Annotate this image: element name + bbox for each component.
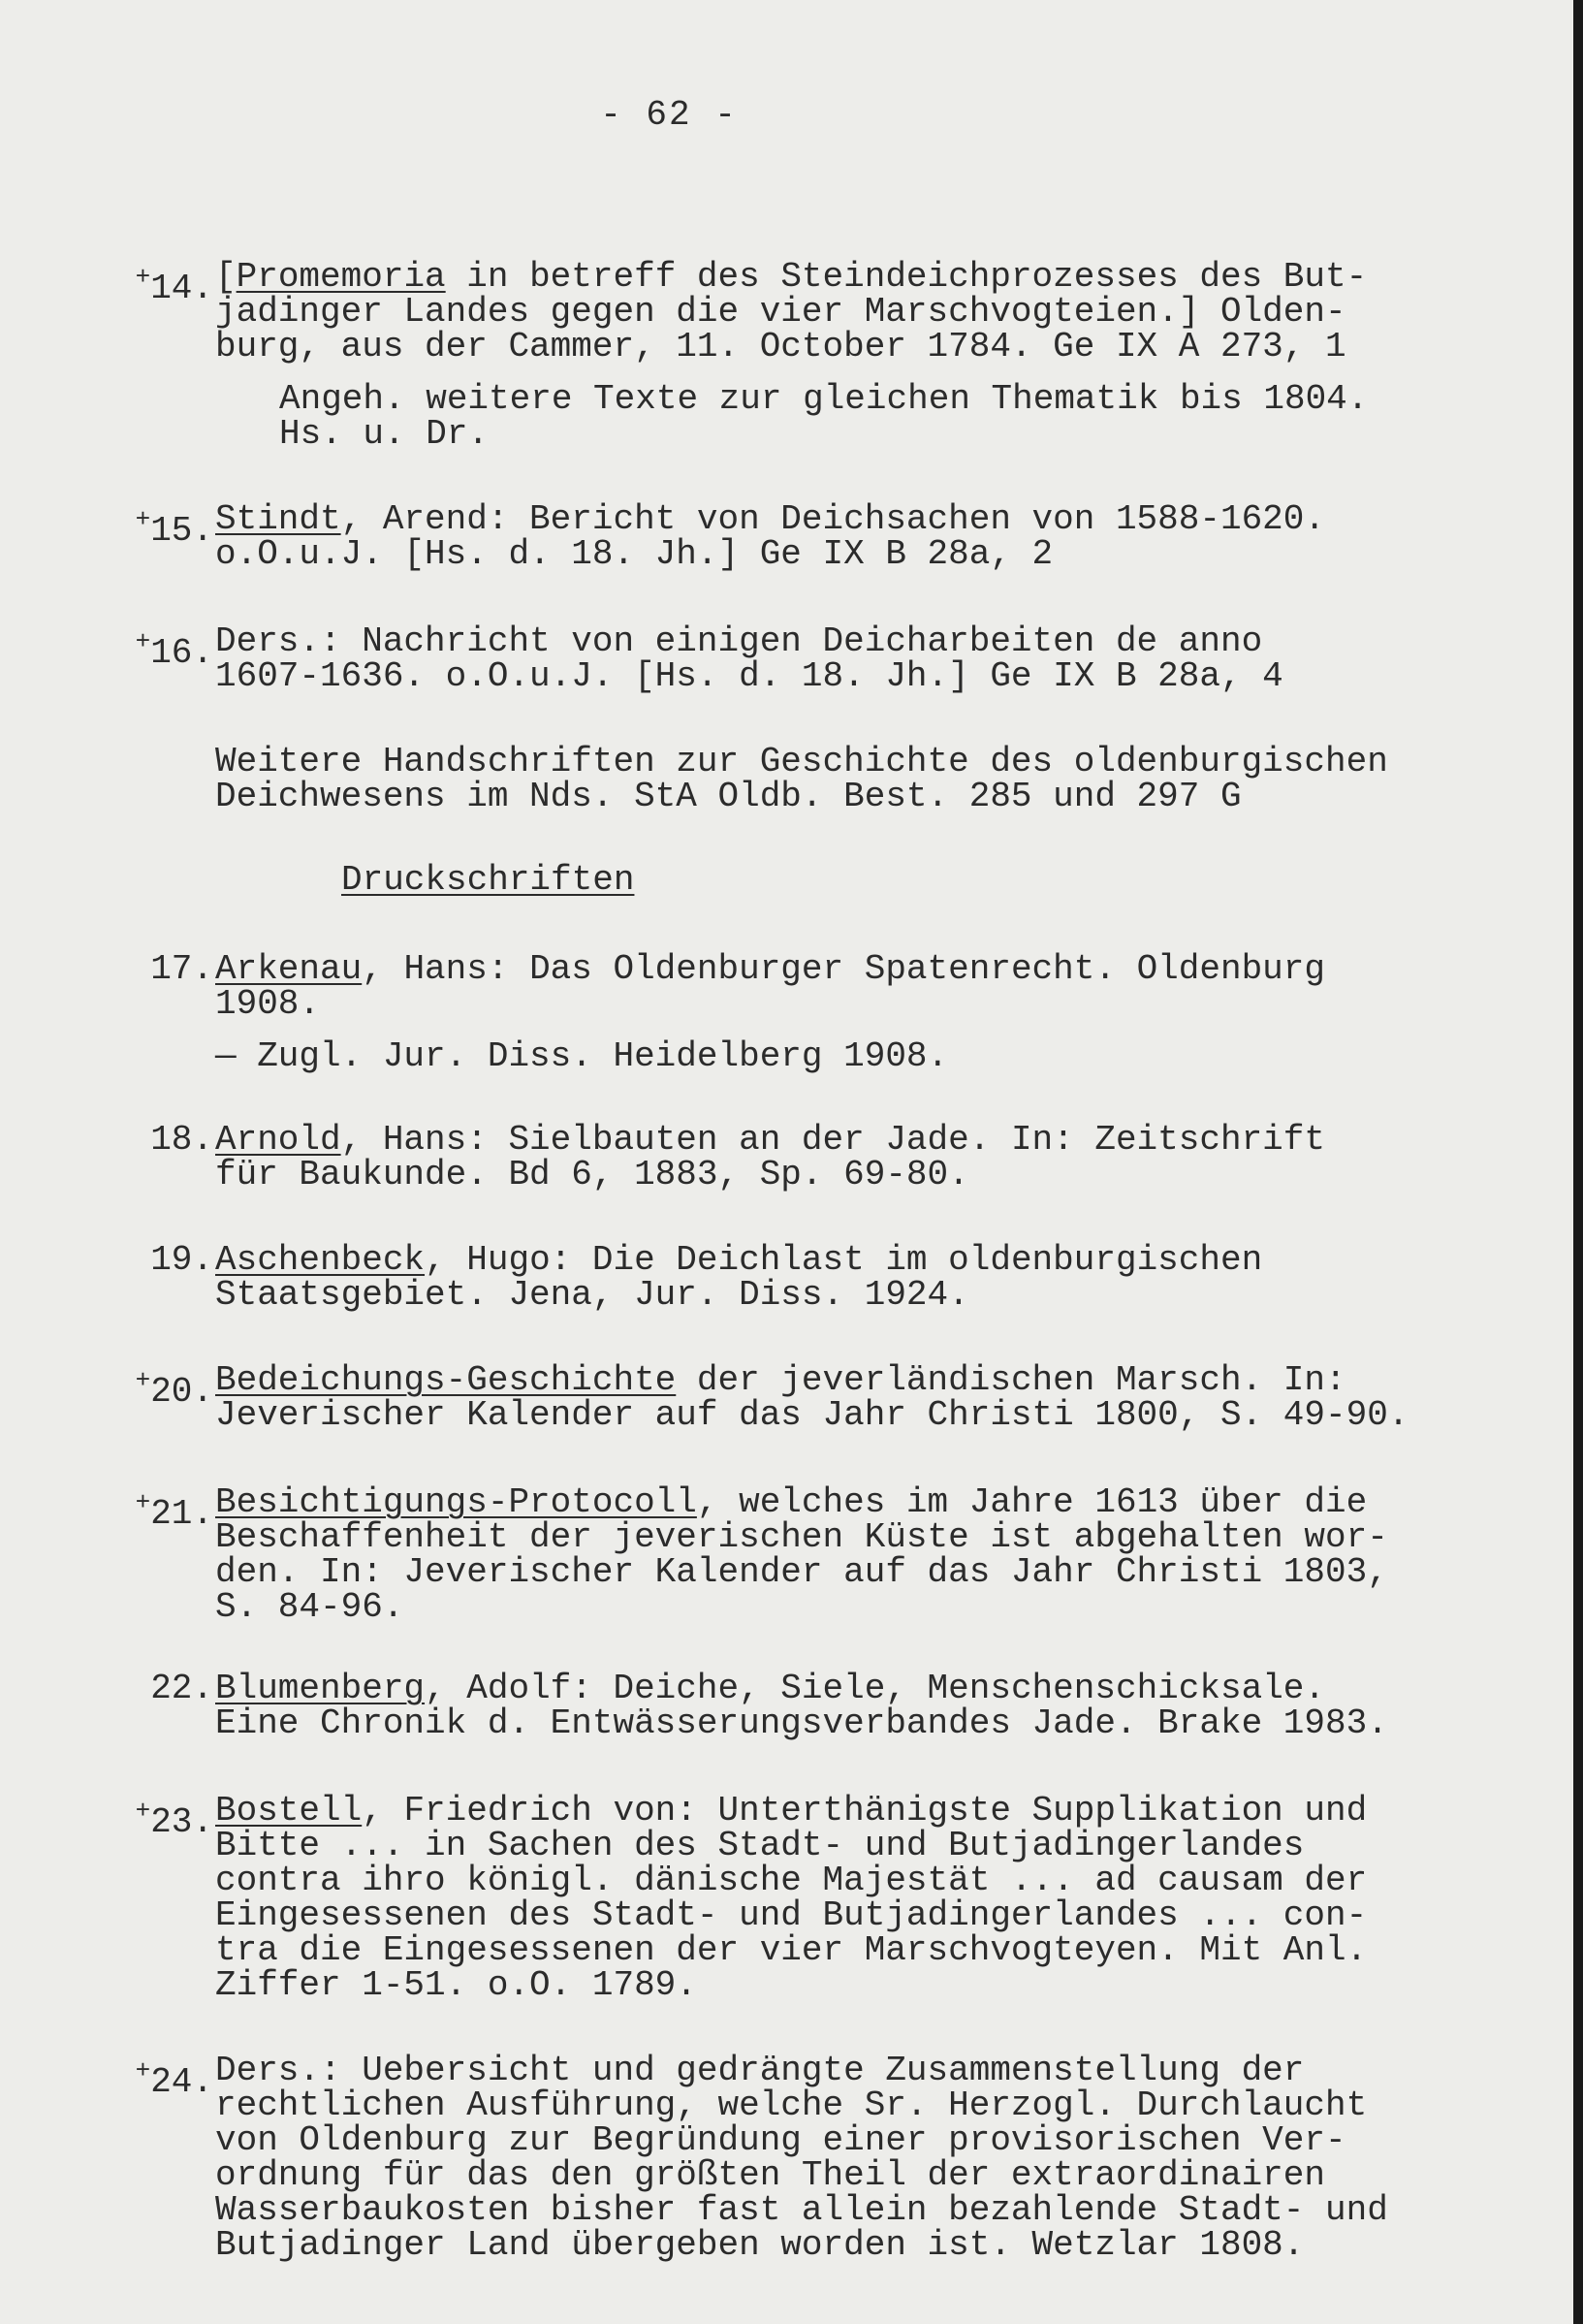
entry-text: [215, 1360, 1504, 1435]
entry-line: Jeverischer Kalender auf das Jahr Christi 1800, S. 49-90.: [215, 1395, 1409, 1435]
entry-line: Staatsgebiet. Jena, Jur. Diss. 1924.: [215, 1275, 969, 1315]
entry-line: den. In: Jeverischer Kalender auf das Jahr Christi 1803,: [215, 1552, 1388, 1592]
entry-number: 22.: [150, 1669, 213, 1708]
entry-text: [215, 499, 1504, 574]
entry-line-rest: der jeverländischen Marsch. In:: [676, 1360, 1346, 1400]
plus-mark: +: [135, 2056, 151, 2085]
entry-text: [215, 621, 1504, 696]
entry-line: Ders.: Uebersicht und gedrängte Zusammenstellung der: [215, 2051, 1305, 2090]
entry-line: 1607-1636. o.O.u.J. [Hs. d. 18. Jh.] Ge IX B 28a, 4: [215, 656, 1283, 696]
entry-text: [215, 1120, 1504, 1194]
entry-number: [107, 1363, 213, 1410]
entry-line: Bitte ... in Sachen des Stadt- und Butjadingerlandes: [215, 1826, 1305, 1865]
entry-number: [107, 502, 213, 549]
entry-text: [215, 257, 1504, 366]
entry-number: [107, 1794, 213, 1840]
entry-number-text: 24.: [150, 2062, 213, 2102]
entry-number: 17.: [150, 949, 213, 989]
entry-number: [107, 2053, 213, 2100]
entry-number: 19.: [150, 1240, 213, 1280]
entry-text: [215, 1671, 1504, 1741]
entry-line: tra die Eingesessenen der vier Marschvogteyen. Mit Anl.: [215, 1930, 1368, 1970]
entry-author: Blumenberg: [215, 1669, 426, 1708]
plus-mark: +: [135, 1366, 151, 1395]
entry-text: [215, 1791, 1504, 2005]
entry-text: [215, 1240, 1504, 1315]
entry-line: Beschaffenheit der jeverischen Küste ist abgehalten wor-: [215, 1517, 1388, 1557]
entry-14-note: [279, 379, 1491, 454]
note-line: Deichwesens im Nds. StA Oldb. Best. 285 und 297 G: [215, 777, 1242, 816]
entry-text: [215, 2053, 1504, 2263]
entry-line: Eingesessenen des Stadt- und Butjadingerlandes ... con-: [215, 1895, 1368, 1935]
entry-line-rest: , Hugo: Die Deichlast im oldenburgischen: [425, 1240, 1263, 1280]
entry-number: [107, 624, 213, 671]
entry-title: Besichtigungs-Protocoll: [215, 1482, 697, 1522]
entry-line-rest: , Friedrich von: Unterthänigste Supplikation und: [362, 1791, 1368, 1831]
entry-number-text: 21.: [150, 1494, 213, 1534]
entry-line: [215, 257, 1504, 297]
entry-line: Wasserbaukosten bisher fast allein bezahlende Stadt- und: [215, 2190, 1388, 2230]
entry-number: 18.: [150, 1120, 213, 1160]
entry-text: [215, 1482, 1504, 1627]
entry-17-note: [215, 1036, 1427, 1076]
entry-number-text: 23.: [150, 1802, 213, 1842]
page-number: - 62 -: [600, 95, 738, 135]
note-line: Weitere Handschriften zur Geschichte des oldenburgischen: [215, 742, 1388, 781]
entry-line: [215, 1360, 1504, 1400]
entry-line: o.O.u.J. [Hs. d. 18. Jh.] Ge IX B 28a, 2: [215, 534, 1054, 574]
entry-title: Promemoria: [236, 257, 446, 297]
entry-line: [215, 949, 1504, 989]
entry-line-rest: , welches im Jahre 1613 über die: [696, 1482, 1368, 1522]
entry-text: [215, 949, 1504, 1024]
entry-line: [215, 499, 1504, 539]
entry-line: [215, 1240, 1504, 1280]
plus-mark: +: [135, 1488, 151, 1517]
entry-line: [215, 1671, 1504, 1706]
entry-line: Eine Chronik d. Entwässerungsverbandes Jade. Brake 1983.: [215, 1703, 1388, 1743]
entry-line-rest: , Hans: Das Oldenburger Spatenrecht. Oldenburg: [362, 949, 1325, 989]
entry-line: jadinger Landes gegen die vier Marschvogteien.] Olden-: [215, 292, 1346, 332]
entry-line: S. 84-96.: [215, 1587, 404, 1627]
note-line: Hs. u. Dr.: [279, 414, 490, 454]
plus-mark: +: [135, 263, 151, 292]
bracket-open: [: [215, 257, 237, 297]
entry-author: Bostell: [215, 1791, 363, 1831]
entry-line: für Baukunde. Bd 6, 1883, Sp. 69-80.: [215, 1155, 969, 1194]
entry-author: Arkenau: [215, 949, 363, 989]
entry-number-text: 14.: [150, 269, 213, 308]
entry-line: Ziffer 1-51. o.O. 1789.: [215, 1965, 697, 2005]
entry-line-rest: , Adolf: Deiche, Siele, Menschenschicksale.: [425, 1669, 1325, 1708]
entry-author: Aschenbeck: [215, 1240, 426, 1280]
entry-line: Ders.: Nachricht von einigen Deicharbeiten de anno: [215, 621, 1263, 661]
entry-line: Butjadinger Land übergeben worden ist. Wetzlar 1808.: [215, 2225, 1305, 2265]
entry-line-rest: , Hans: Sielbauten an der Jade. In: Zeitschrift: [340, 1120, 1325, 1160]
entry-author: Arnold: [215, 1120, 341, 1160]
entry-line: rechtlichen Ausführung, welche Sr. Herzogl. Durchlaucht: [215, 2085, 1368, 2125]
note-text: [215, 742, 1504, 816]
entry-line: von Oldenburg zur Begründung einer provisorischen Ver-: [215, 2120, 1346, 2160]
plus-mark: +: [135, 1797, 151, 1826]
entry-line: [215, 1791, 1504, 1831]
entry-line: burg, aus der Cammer, 11. October 1784. Ge IX A 273, 1: [215, 327, 1346, 366]
entry-number: [107, 260, 213, 306]
note-line: — Zugl. Jur. Diss. Heidelberg 1908.: [215, 1036, 949, 1076]
entry-number: [107, 1485, 213, 1532]
entry-line: contra ihro königl. dänische Majestät ... ad causam der: [215, 1861, 1368, 1900]
entry-line-rest: in betreff des Steindeichprozesses des But-: [445, 257, 1368, 297]
section-heading: Druckschriften: [341, 860, 635, 900]
scan-edge: [1573, 0, 1583, 2324]
entry-number-text: 16.: [150, 633, 213, 673]
note-line: Angeh. weitere Texte zur gleichen Thematik bis 1804.: [279, 379, 1369, 419]
entry-title: Bedeichungs-Geschichte: [215, 1360, 677, 1400]
plus-mark: +: [135, 627, 151, 656]
entry-number-text: 20.: [150, 1372, 213, 1412]
entry-line: [215, 1482, 1504, 1522]
entry-line: ordnung für das den größten Theil der extraordinairen: [215, 2155, 1325, 2195]
entry-line-rest: , Arend: Bericht von Deichsachen von 1588-1620.: [340, 499, 1325, 539]
plus-mark: +: [135, 505, 151, 534]
entry-number-text: 15.: [150, 511, 213, 551]
entry-line: 1908.: [215, 984, 321, 1024]
entry-author: Stindt: [215, 499, 341, 539]
entry-line: [215, 1120, 1504, 1160]
